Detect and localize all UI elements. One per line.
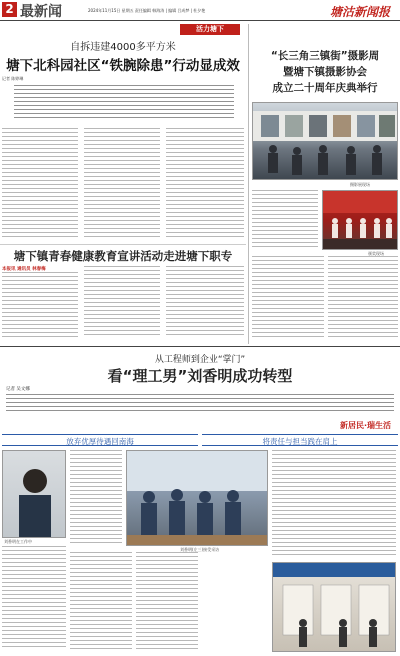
section-badge: 新居民·瑞生活	[340, 421, 392, 430]
article1-body-col2	[84, 128, 160, 238]
article2-title-line1: “长三角三镇街”摄影周	[270, 50, 380, 62]
article1-subtitle: 自拆违建4000多平方米	[70, 42, 176, 53]
editor-line: 责任编辑 韩海涛 | 编辑 吕成梦 | 杜夕艳	[134, 8, 206, 13]
article1-lead-text	[14, 85, 234, 121]
paper-name-logo: 塘沽新闻报	[330, 5, 391, 19]
header-rule	[0, 20, 400, 21]
article4-title: 看“理工男”刘香明成功转型	[107, 367, 293, 385]
article1-title: 塘下北科园社区“铁腕除患”行动显成效	[6, 58, 240, 74]
article4-body-col2	[70, 552, 132, 650]
article2-title-line3: 成立二十周年庆典举行	[272, 82, 378, 94]
issue-date	[88, 8, 205, 14]
date-text: 2024年11月15日	[88, 8, 121, 13]
caption-award: 颁奖现场	[368, 251, 384, 256]
photo-exhibition	[252, 102, 398, 180]
photo-portrait	[2, 450, 66, 538]
article3-title: 塘下镇青春健康教育宣讲活动走进塘下职专	[13, 249, 233, 263]
article3-body-col2	[84, 266, 160, 338]
article3-top-rule	[0, 244, 246, 245]
page-number: 2	[2, 2, 17, 17]
article4-kicker: 从工程师到企业“掌门”	[154, 355, 246, 365]
article-photography-week	[250, 24, 400, 344]
article-beilinyuan	[0, 24, 246, 264]
portrait-figure	[3, 451, 66, 538]
caption-exhibition: 摄影展现场	[350, 182, 370, 187]
column-divider	[248, 24, 249, 344]
article2-body-col1b	[252, 256, 324, 340]
banner-huolitangxia: 活力塘下	[180, 24, 240, 35]
article-liu-xiangming	[0, 346, 400, 656]
article4-body-col3	[136, 552, 198, 650]
subhead-left-text: 放弃优厚待遇回南海	[66, 437, 134, 446]
article4-lead-text	[6, 394, 394, 412]
photo-group	[126, 450, 268, 546]
caption-group: 刘香明(左三)接受采访	[180, 547, 220, 552]
article4-body-col1	[70, 450, 122, 546]
article4-byline: 记者 吴文娜	[6, 387, 30, 392]
subhead-left	[2, 434, 198, 446]
article1-body-col1	[2, 128, 78, 238]
subhead-right	[202, 434, 398, 446]
page-header	[0, 0, 400, 22]
article1-body-col3	[166, 128, 244, 238]
exhibition-scene	[253, 103, 398, 180]
award-scene	[323, 191, 398, 250]
article2-title-line2: 暨塘下镇摄影协会	[283, 66, 367, 78]
group-scene	[127, 451, 268, 546]
booth-scene	[273, 563, 396, 652]
section-title: 最新闻	[20, 4, 62, 20]
article3-body-col1	[2, 272, 78, 338]
article4-body-col1b	[2, 546, 66, 650]
article-health-education	[0, 244, 246, 344]
photo-award	[322, 190, 398, 250]
article4-top-rule	[0, 346, 400, 347]
article2-body-col1	[252, 190, 318, 250]
subhead-right-text: 将责任与担当践在肩上	[262, 437, 338, 446]
article1-byline: 记者 陈婷琳	[2, 76, 24, 81]
article2-body-col2	[328, 256, 398, 340]
article3-byline: 本报讯 通讯员 林春梅	[2, 267, 46, 272]
article4-body-col4	[272, 450, 396, 558]
weekday-text: 星期五	[121, 8, 134, 13]
photo-booth	[272, 562, 396, 652]
caption-portrait: 刘香明在工作中	[4, 539, 32, 544]
article3-body-col3	[166, 266, 244, 338]
